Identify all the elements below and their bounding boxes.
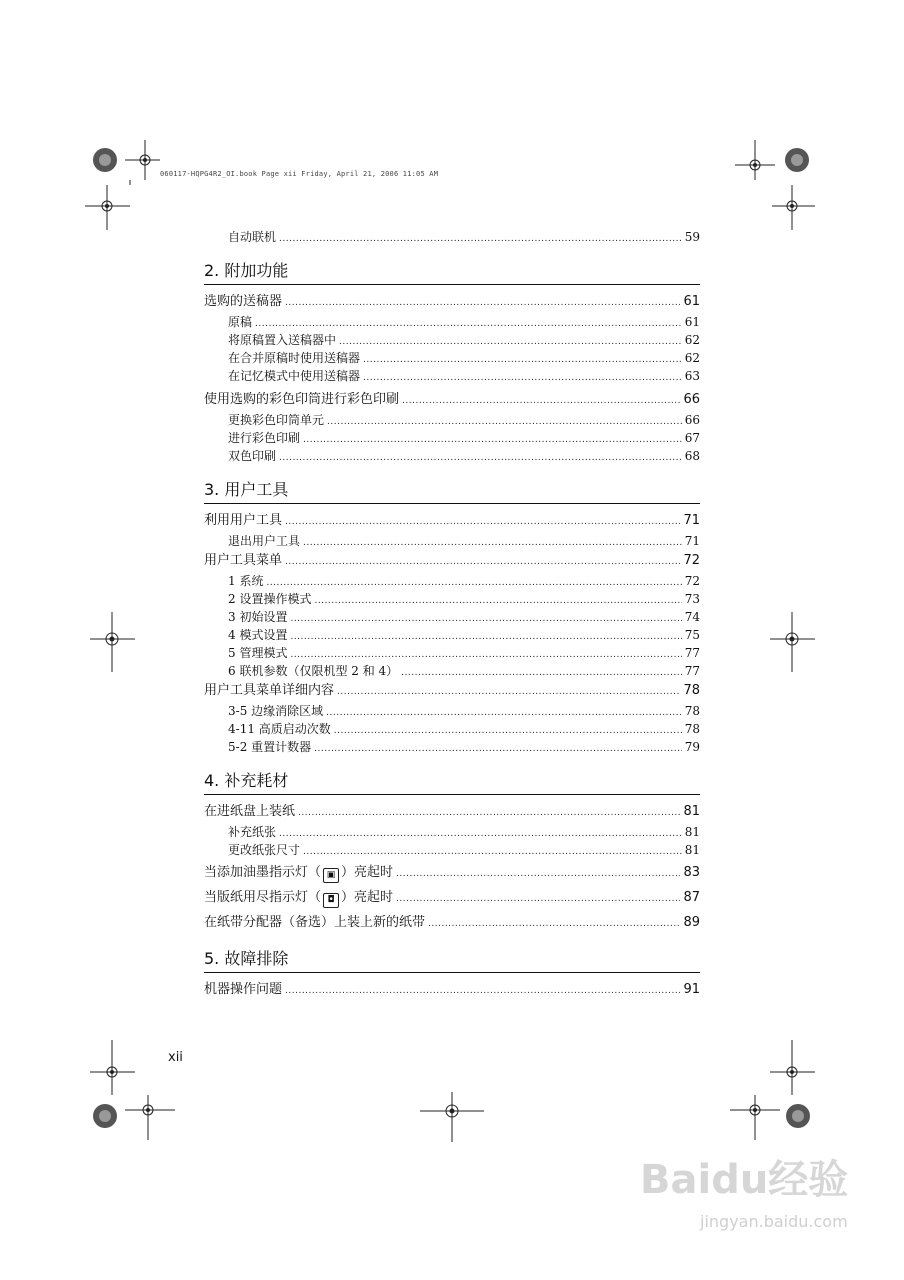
chapter-heading: 2. 附加功能 <box>204 260 700 285</box>
ink-icon: ▣ <box>323 868 339 883</box>
book-header: 060117-HQPG4R2_OI.book Page xii Friday, April 21, 2006 11:05 AM <box>160 170 439 178</box>
registration-mark-middle-left <box>90 612 140 672</box>
toc-section[interactable]: 在纸带分配器（备选）上装上新的纸带 ..... 89 <box>204 912 700 934</box>
toc-section[interactable]: 在进纸盘上装纸 ..... 81 <box>204 801 700 823</box>
chapter-heading: 5. 故障排除 <box>204 948 700 973</box>
toc-section[interactable]: 机器操作问题 ..... 91 <box>204 979 700 1001</box>
toc-item-auto-link[interactable]: 自动联机 ..... 59 <box>204 228 700 246</box>
watermark-brand: Baidu经验 <box>640 1157 849 1203</box>
toc-section[interactable]: 用户工具菜单 ..... 72 <box>204 550 700 572</box>
toc-section[interactable]: 当添加油墨指示灯（ ▣ ）亮起时 ..... 83 <box>204 862 700 884</box>
toc-item[interactable]: 4 模式设置 ..... 75 <box>204 626 700 644</box>
chapter-heading: 3. 用户工具 <box>204 479 700 504</box>
toc-item[interactable]: 1 系统 ..... 72 <box>204 572 700 590</box>
table-of-contents <box>204 228 700 1001</box>
toc-item[interactable]: 将原稿置入送稿器中 ..... 62 <box>204 331 700 349</box>
toc-item[interactable]: 补充纸张 ..... 81 <box>204 823 700 841</box>
toc-item[interactable]: 在合并原稿时使用送稿器 ..... 62 <box>204 349 700 367</box>
watermark-url: jingyan.baidu.com <box>700 1212 848 1231</box>
toc-section[interactable]: 当版纸用尽指示灯（ ◘ ）亮起时 ..... 87 <box>204 887 700 909</box>
registration-mark-bottom-left <box>80 1040 180 1140</box>
toc-item[interactable]: 在记忆模式中使用送稿器 ..... 63 <box>204 367 700 385</box>
toc-section[interactable]: 利用用户工具 ..... 71 <box>204 510 700 532</box>
toc-item[interactable]: 3 初始设置 ..... 74 <box>204 608 700 626</box>
toc-section[interactable]: 选购的送稿器 ..... 61 <box>204 291 700 313</box>
toc-item[interactable]: 6 联机参数（仅限机型 2 和 4） ..... 77 <box>204 662 700 680</box>
toc-item[interactable]: 进行彩色印刷 ..... 67 <box>204 429 700 447</box>
registration-mark-top-right <box>730 140 820 230</box>
toc-item[interactable]: 退出用户工具 ..... 71 <box>204 532 700 550</box>
toc-item[interactable]: 4-11 高质启动次数 ..... 78 <box>204 720 700 738</box>
registration-mark-bottom-center <box>420 1092 484 1142</box>
toc-item[interactable]: 更改纸张尺寸 ..... 81 <box>204 841 700 859</box>
toc-item[interactable]: 双色印刷 ..... 68 <box>204 447 700 465</box>
toc-item[interactable]: 更换彩色印筒单元 ..... 66 <box>204 411 700 429</box>
toc-item[interactable]: 3-5 边缘消除区域 ..... 78 <box>204 702 700 720</box>
registration-mark-middle-right <box>765 612 815 672</box>
registration-mark-bottom-right <box>720 1040 820 1140</box>
toc-section[interactable]: 使用选购的彩色印筒进行彩色印刷 ..... 66 <box>204 389 700 411</box>
toc-item[interactable]: 原稿 ..... 61 <box>204 313 700 331</box>
registration-mark-top-left <box>80 140 160 230</box>
toc-item[interactable]: 5-2 重置计数器 ..... 79 <box>204 738 700 756</box>
master-icon: ◘ <box>323 893 339 908</box>
toc-section[interactable]: 用户工具菜单详细内容 ..... 78 <box>204 680 700 702</box>
toc-item[interactable]: 5 管理模式 ..... 77 <box>204 644 700 662</box>
chapter-heading: 4. 补充耗材 <box>204 770 700 795</box>
page-number: xii <box>168 1050 183 1065</box>
toc-item[interactable]: 2 设置操作模式 ..... 73 <box>204 590 700 608</box>
